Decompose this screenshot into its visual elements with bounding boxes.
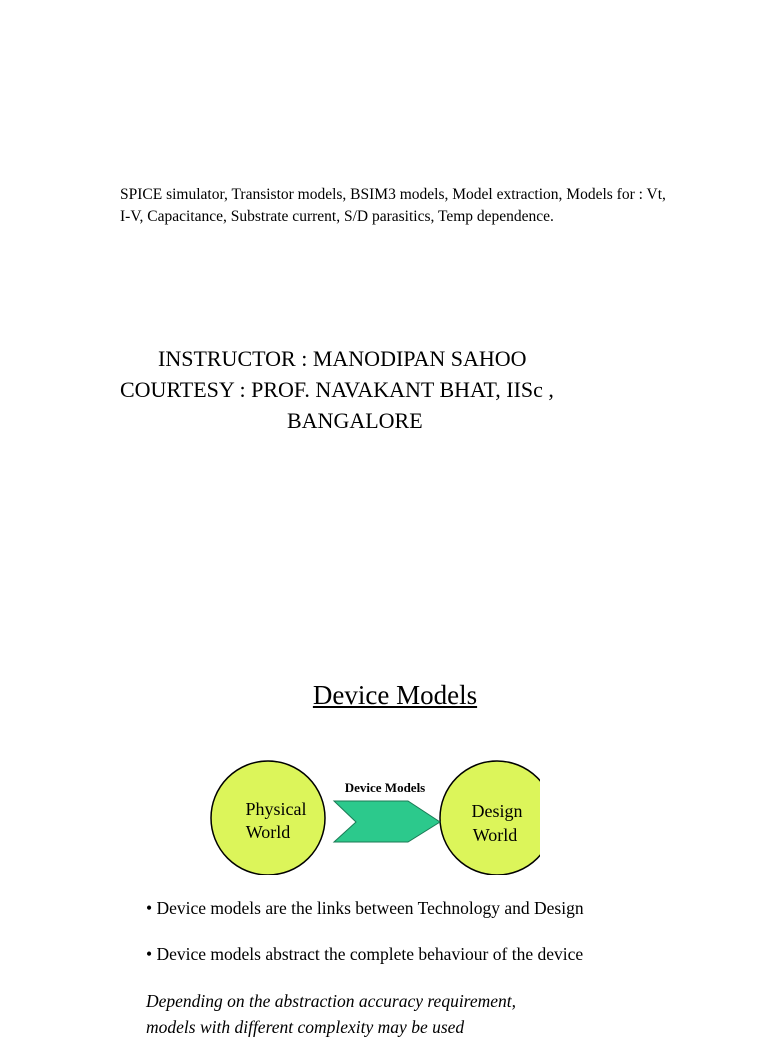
design-world-label: World bbox=[472, 825, 518, 845]
physical-label: Physical bbox=[245, 799, 307, 819]
abstraction-note bbox=[146, 988, 706, 1040]
bullet-abstract: • Device models abstract the complete behaviour of the device bbox=[146, 944, 584, 964]
instructor-line: INSTRUCTOR : MANODIPAN SAHOO bbox=[158, 346, 527, 371]
arrow-label: Device Models bbox=[344, 780, 426, 795]
device-models-arrow bbox=[334, 801, 440, 842]
bullet-links: • Device models are the links between Technology and Design bbox=[146, 898, 584, 918]
abstraction-note-line1: Depending on the abstraction accuracy requirement, bbox=[146, 991, 517, 1011]
location-line: BANGALORE bbox=[287, 408, 423, 433]
intro-text: SPICE simulator, Transistor models, BSIM3 models, Model extraction, Models for : Vt, I-V, Capacitance, Substrate current, S/D parasitics, Temp dependence. bbox=[120, 186, 666, 225]
physical-world-label: World bbox=[245, 822, 291, 842]
device-model-diagram bbox=[210, 755, 540, 875]
abstraction-note-line2: models with different complexity may be used bbox=[146, 1017, 465, 1037]
courtesy-line: COURTESY : PROF. NAVAKANT BHAT, IISc , bbox=[120, 377, 554, 402]
slide-title: Device Models bbox=[312, 680, 478, 710]
design-label: Design bbox=[471, 801, 523, 821]
